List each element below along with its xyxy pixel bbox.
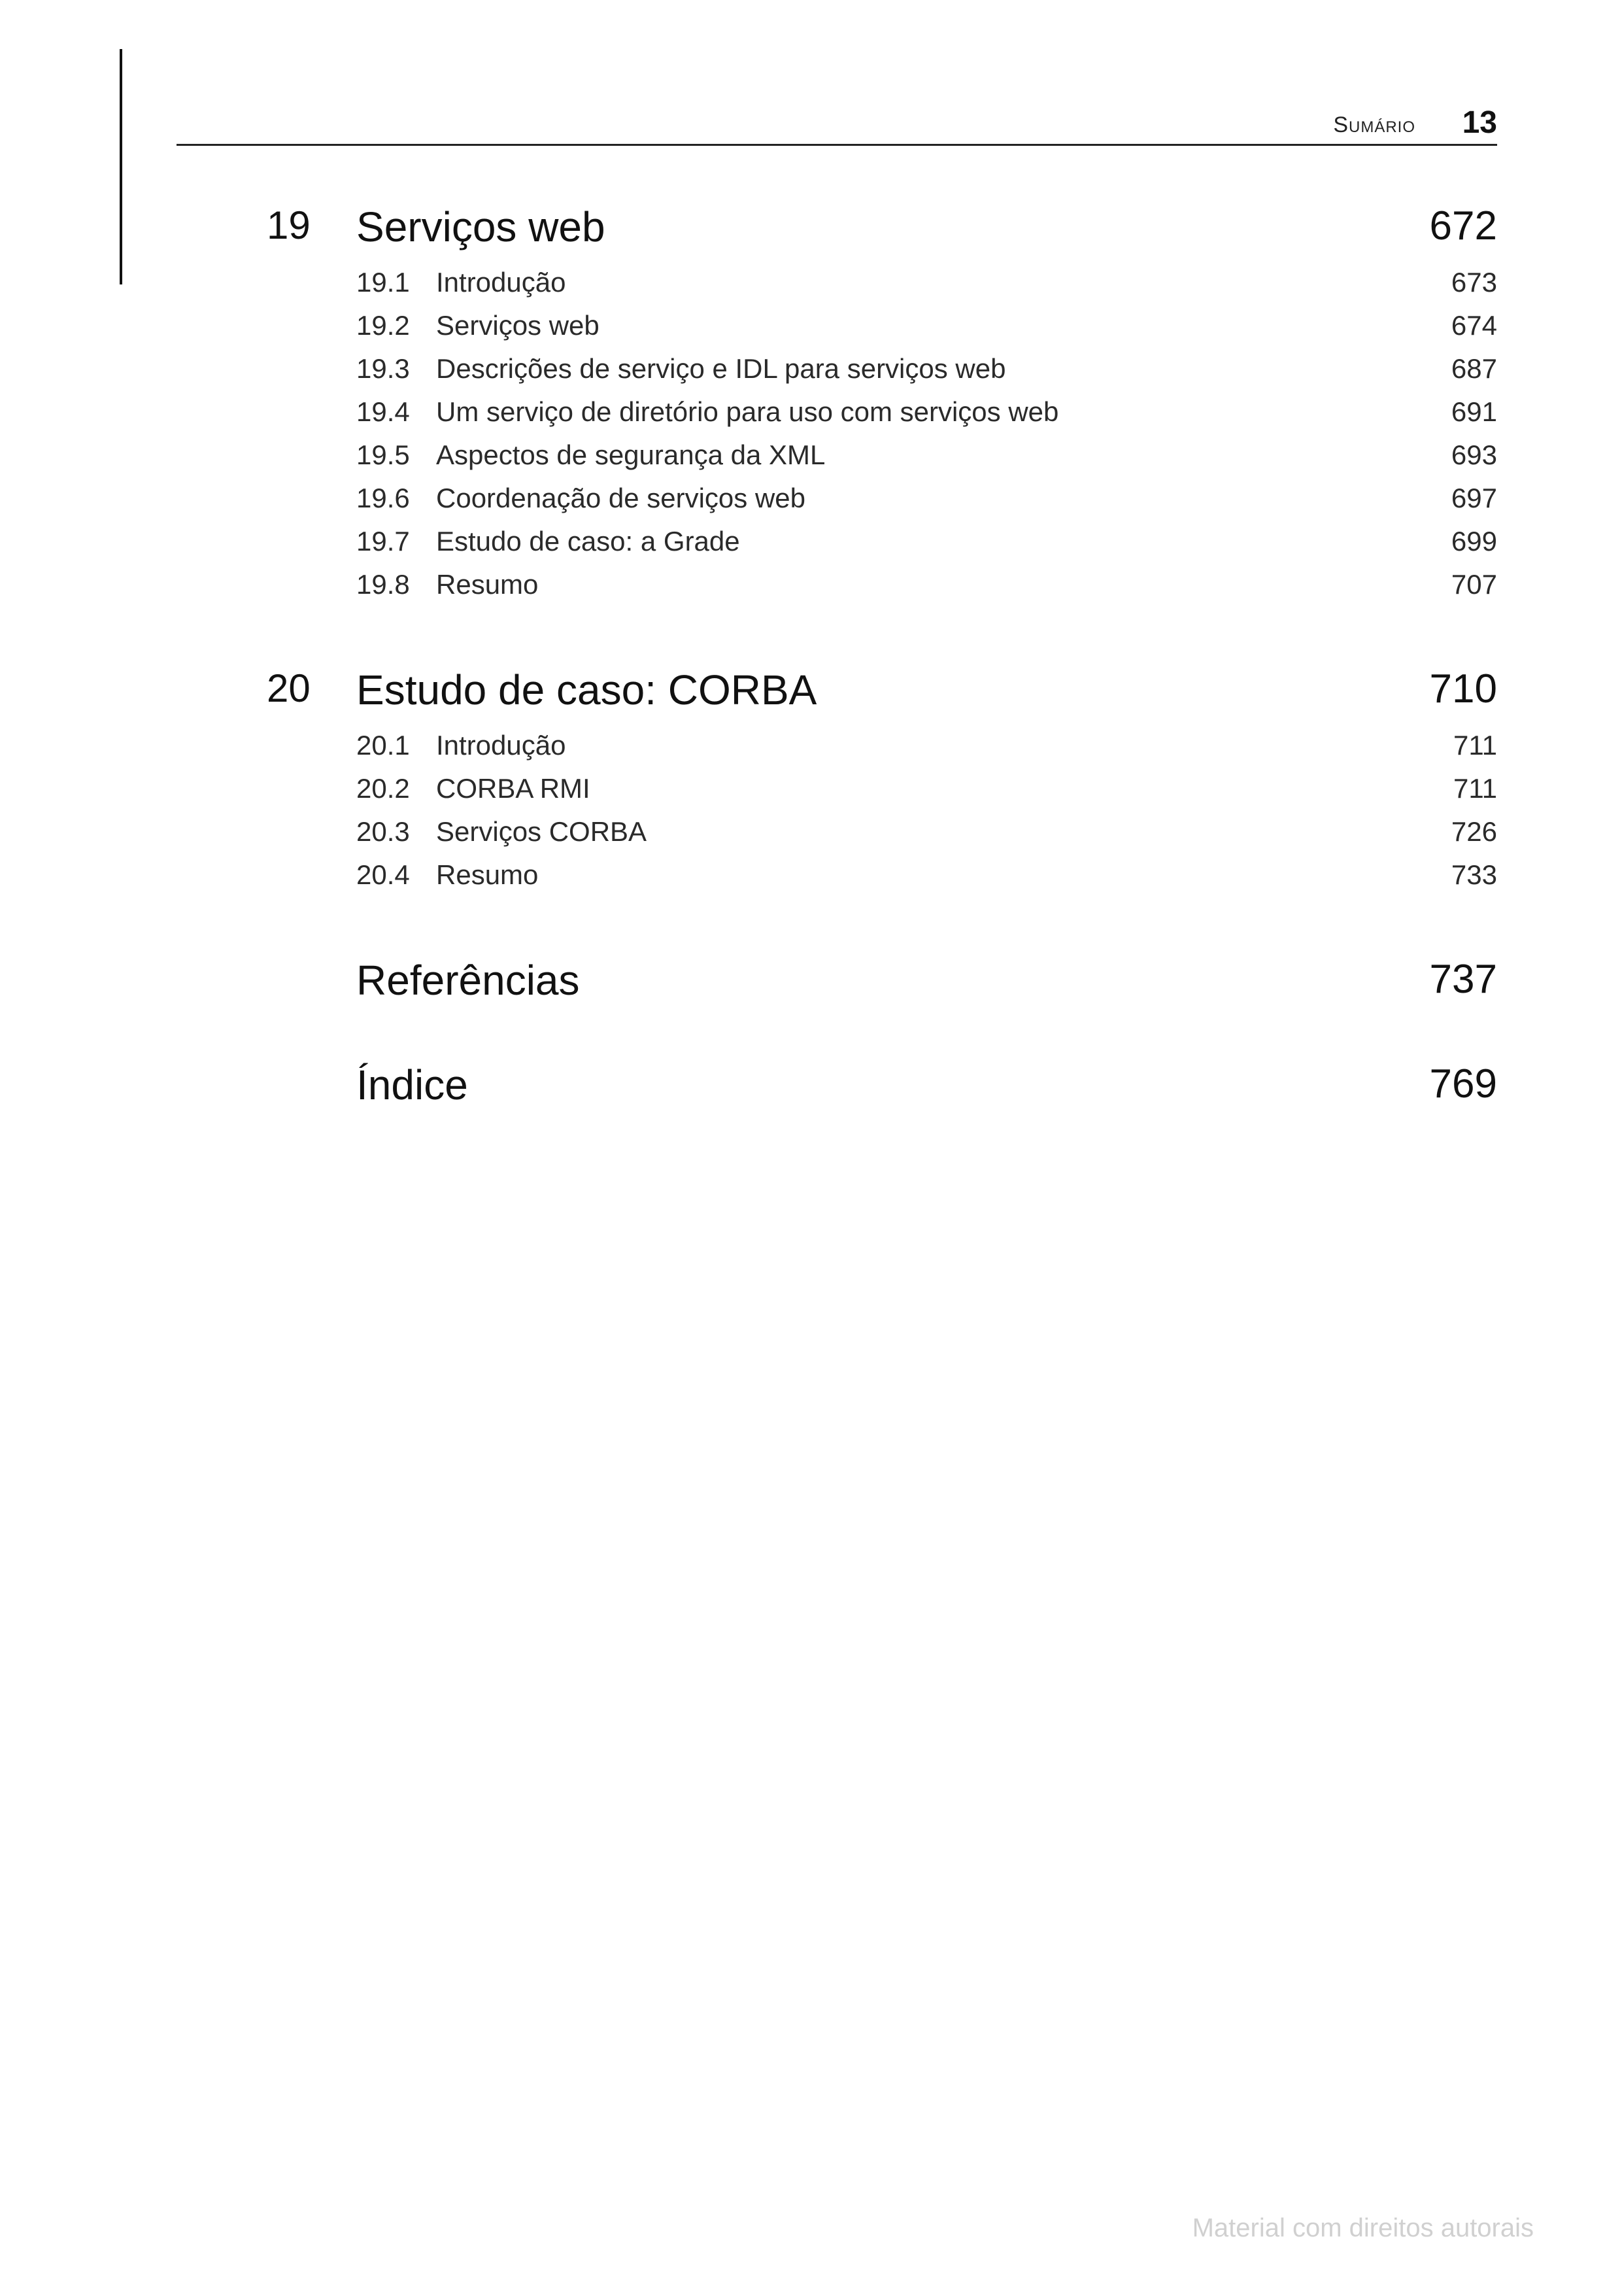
section-page: 711 (1453, 730, 1497, 761)
section-page: 693 (1451, 439, 1497, 470)
toc-section-entry[interactable] (0, 262, 1622, 305)
section-title: Serviços CORBA (436, 816, 647, 847)
page-number: 13 (1462, 105, 1497, 140)
back-matter-page: 737 (1429, 957, 1497, 1002)
section-title: Estudo de caso: a Grade (436, 526, 740, 557)
section-number: 19.3 (356, 353, 410, 384)
toc-section-entry[interactable] (0, 564, 1622, 607)
toc-section-entry[interactable] (0, 811, 1622, 854)
chapter-number: 20 (267, 666, 311, 710)
chapter-20 (0, 653, 1622, 897)
toc-section-entry[interactable] (0, 477, 1622, 521)
section-title: Introdução (436, 730, 566, 761)
toc-section-entry[interactable] (0, 434, 1622, 477)
chapter-number: 19 (267, 203, 311, 247)
running-title: Sumário (1333, 112, 1415, 137)
section-page: 726 (1451, 816, 1497, 847)
section-number: 19.4 (356, 396, 410, 427)
section-page: 691 (1451, 396, 1497, 427)
section-title: Resumo (436, 569, 539, 600)
section-number: 19.2 (356, 310, 410, 341)
section-number: 20.3 (356, 816, 410, 847)
section-page: 673 (1451, 267, 1497, 298)
chapter-page: 672 (1429, 203, 1497, 248)
section-number: 19.7 (356, 526, 410, 557)
section-title: Coordenação de serviços web (436, 483, 805, 513)
toc-section-entry[interactable] (0, 305, 1622, 348)
section-title: Resumo (436, 859, 539, 890)
section-number: 19.8 (356, 569, 410, 600)
toc-section-entry[interactable] (0, 348, 1622, 391)
section-page: 699 (1451, 526, 1497, 557)
section-title: Introdução (436, 267, 566, 298)
toc-section-entry[interactable] (0, 521, 1622, 564)
toc-references-entry[interactable] (0, 943, 1622, 1048)
chapter-title: Estudo de caso: CORBA (356, 666, 817, 713)
section-page: 674 (1451, 310, 1497, 341)
section-number: 19.6 (356, 483, 410, 513)
chapter-page: 710 (1429, 666, 1497, 711)
back-matter-page: 769 (1429, 1061, 1497, 1106)
chapter-title: Serviços web (356, 203, 605, 250)
chapter-19 (0, 190, 1622, 607)
section-number: 19.5 (356, 439, 410, 470)
section-page: 687 (1451, 353, 1497, 384)
section-title: Aspectos de segurança da XML (436, 439, 826, 470)
section-page: 697 (1451, 483, 1497, 513)
toc-index-entry[interactable] (0, 1048, 1622, 1152)
section-number: 20.1 (356, 730, 410, 761)
back-matter-title: Índice (356, 1061, 468, 1108)
section-page: 707 (1451, 569, 1497, 600)
toc-section-entry[interactable] (0, 768, 1622, 811)
section-number: 19.1 (356, 267, 410, 298)
section-title: Um serviço de diretório para uso com serviços web (436, 396, 1059, 427)
section-title: Descrições de serviço e IDL para serviços web (436, 353, 1006, 384)
toc-section-entry[interactable] (0, 725, 1622, 768)
section-number: 20.4 (356, 859, 410, 890)
section-title: CORBA RMI (436, 773, 590, 804)
section-page: 733 (1451, 859, 1497, 890)
chapter-heading[interactable] (0, 653, 1622, 725)
chapter-heading[interactable] (0, 190, 1622, 262)
section-number: 20.2 (356, 773, 410, 804)
copyright-watermark: Material com direitos autorais (1192, 2214, 1534, 2242)
table-of-contents (0, 190, 1622, 1152)
section-title: Serviços web (436, 310, 600, 341)
toc-section-entry[interactable] (0, 391, 1622, 434)
toc-section-entry[interactable] (0, 854, 1622, 897)
back-matter-title: Referências (356, 957, 580, 1004)
section-page: 711 (1453, 773, 1497, 804)
page-header (177, 98, 1497, 146)
